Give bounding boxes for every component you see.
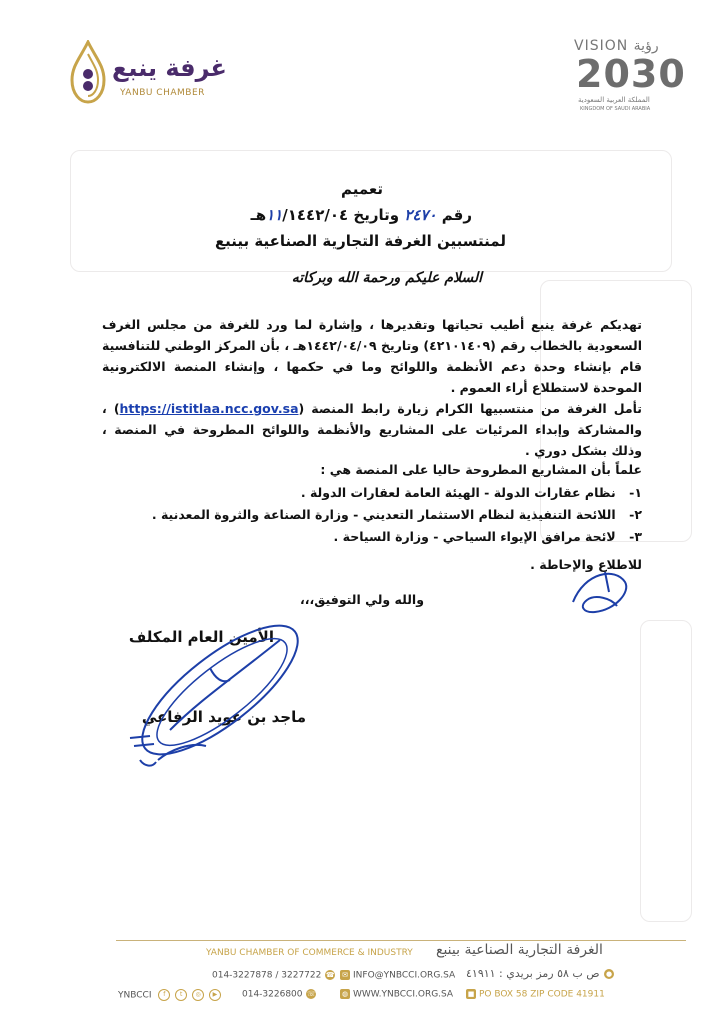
phone-icon: ☎ (325, 971, 335, 979)
list-item-number: ٣- (629, 529, 642, 544)
footer-website (340, 989, 453, 1000)
website-url[interactable]: WWW.YNBCCI.ORG.SA (353, 989, 454, 1000)
signer-title: الأمين العام المكلف (128, 628, 274, 646)
logo-arabic-name: غرفة ينبع (112, 54, 227, 82)
footer-phone-2 (242, 989, 317, 1000)
projects-note: علماً بأن المشاريع المطروحة حاليا على المنصة هي : (320, 462, 642, 477)
email-address[interactable]: INFO@YNBCCI.ORG.SA (353, 970, 456, 981)
social-handle: YNBCCI (118, 990, 152, 1001)
success-wish: والله ولي التوفيق،،، (300, 592, 424, 607)
handwritten-initials (565, 562, 635, 622)
bleed-through-box (640, 620, 692, 922)
date-day: ١١ (266, 206, 283, 224)
po-box-english: PO BOX 58 ZIP CODE 41911 (479, 989, 605, 1000)
vision-label: VISION رؤية (574, 38, 659, 54)
footer-po-arabic (466, 967, 615, 980)
projects-list (122, 482, 642, 548)
list-item (122, 482, 642, 504)
list-item-text: نظام عقارات الدولة - الهيئة العامة لعقارات الدولة . (300, 485, 616, 500)
date-label: وتاريخ (353, 206, 400, 224)
date-rest: /١٤٤٢/٠٤هـ (250, 206, 349, 224)
paragraph-request-start: تأمل الغرفة من منتسبيها الكرام زيارة رابط المنصة ( (298, 401, 642, 416)
kingdom-arabic: المملكة العربية السعودية (578, 96, 650, 104)
mail-icon: ✉ (340, 970, 350, 980)
footer-email (340, 970, 455, 981)
footer-phones (212, 970, 336, 981)
ref-number: ٢٤٧٠ (404, 206, 437, 224)
logo-english-name: YANBU CHAMBER (120, 88, 205, 98)
location-pin-icon: ● (606, 970, 613, 978)
list-item (122, 526, 642, 548)
closing-line: للاطلاع والإحاطة . (530, 557, 642, 572)
ref-label: رقم (441, 206, 472, 224)
instagram-icon[interactable]: ◎ (192, 989, 204, 1001)
vision-2030-logo (562, 38, 686, 118)
list-item-number: ١- (629, 485, 642, 500)
drop-emblem-icon (68, 40, 108, 104)
document-title: تعميم (340, 180, 384, 198)
twitter-icon[interactable]: t (175, 989, 187, 1001)
greeting: السلام عليكم ورحمة الله وبركاته (291, 270, 482, 286)
handwritten-signature (110, 620, 310, 780)
signer-name: ماجد بن عويد الرفاعي (141, 708, 306, 726)
mailbox-icon: ■ (467, 990, 475, 998)
footer-social (118, 989, 222, 1001)
fax-icon: ☏ (307, 990, 316, 998)
list-item-number: ٢- (629, 507, 642, 522)
paragraph-request (102, 398, 642, 461)
recipient-line: لمنتسبين الغرفة التجارية الصناعية بينبع (214, 232, 506, 250)
vision-year: 2030 (576, 52, 686, 96)
reference-line (251, 206, 472, 224)
list-item-text: لائحة مرافق الإيواء السياحي - وزارة السياحة . (333, 529, 616, 544)
yanbu-chamber-logo (62, 38, 227, 108)
footer-po-english (466, 989, 605, 1000)
platform-link[interactable]: https://istitlaa.ncc.gov.sa (119, 401, 299, 416)
social-icons (157, 989, 222, 1001)
footer-rule (116, 940, 686, 941)
footer-arabic-name: الغرفة التجارية الصناعية بينبع (436, 942, 603, 958)
paragraph-request-end: ) ، والمشاركة وإبداء المرئيات على المشاريع والأنظمة واللوائح المطروحة في المنصة ، وذلك بشكل دوري . (102, 401, 642, 458)
paragraph-intro: تهديكم غرفة ينبع أطيب تحياتها وتقديرها ، وإشارة لما ورد للغرفة من مجلس الغرف السعودية بالخطاب رقم (٤٢١٠١٤٠٩) وتاريخ ١٤٤٢/٠٤/٠٩هـ ، بأن المركز الوطني للتنافسية قام بإنشاء وحدة دعم الأنظمة واللوائح وما في حكمها ، وإنشاء المنصة الالكترونية الموحدة لاستطلاع أراء العموم . (102, 317, 642, 395)
phone-number-2: 014-3226800 (242, 989, 303, 1000)
po-box-arabic: ص ب ٥٨ رمز بريدي : ٤١٩١١ (466, 967, 600, 980)
globe-icon: ◍ (341, 990, 349, 998)
list-item-text: اللائحة التنفيذية لنظام الاستثمار التعديني - وزارة الصناعة والثروة المعدنية . (151, 507, 616, 522)
list-item (122, 504, 642, 526)
footer-english-name: YANBU CHAMBER OF COMMERCE & INDUSTRY (206, 948, 413, 958)
youtube-icon[interactable]: ▶ (209, 989, 221, 1001)
kingdom-english: KINGDOM OF SAUDI ARABIA (580, 106, 651, 112)
facebook-icon[interactable]: f (158, 989, 170, 1001)
phone-numbers: 014-3227878 / 3227722 (212, 970, 322, 981)
